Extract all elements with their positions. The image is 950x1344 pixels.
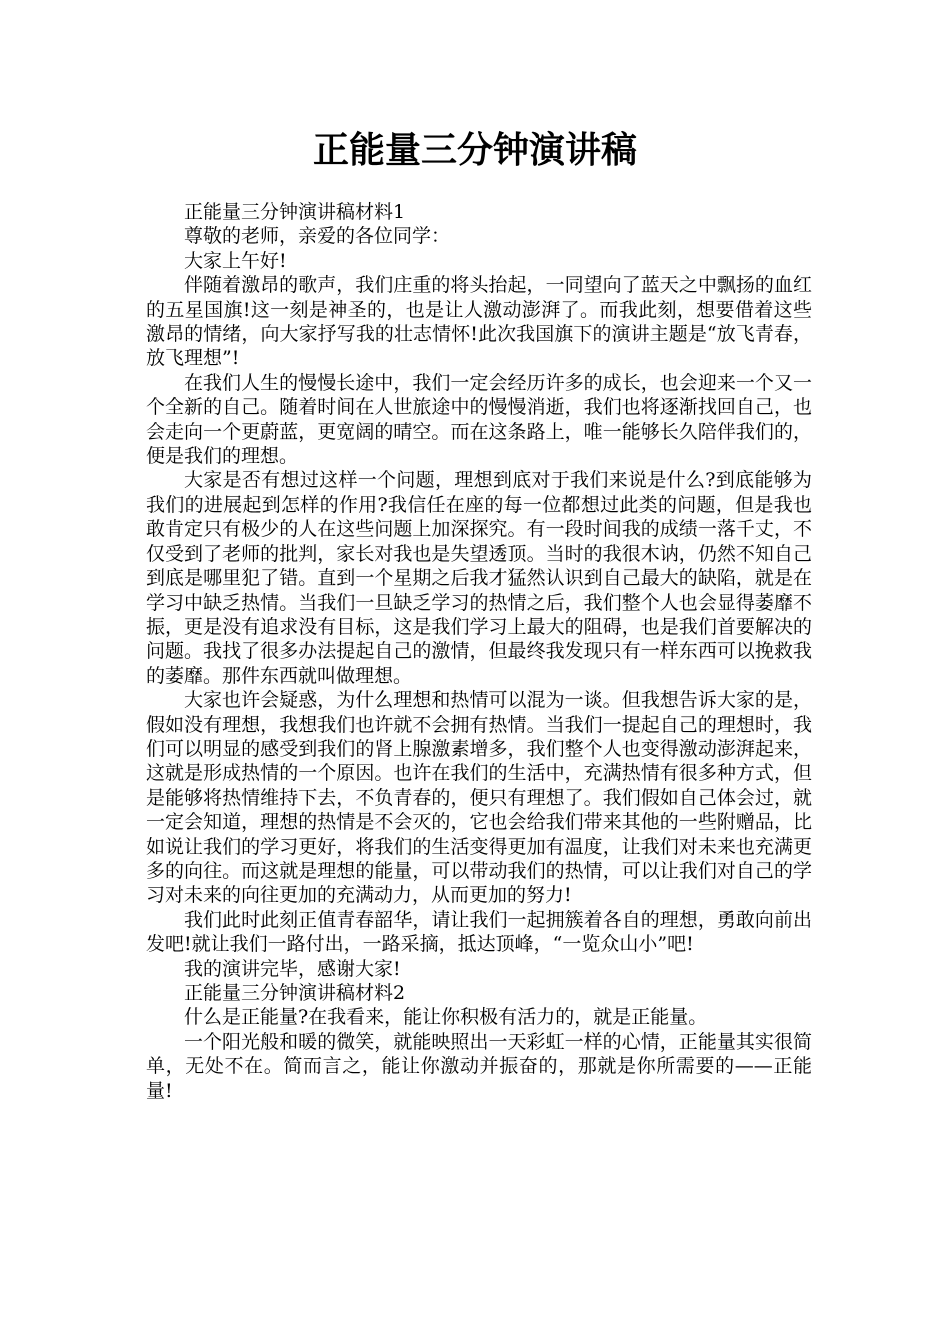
section-heading-1: 正能量三分钟演讲稿材料1	[184, 201, 406, 223]
document-title: 正能量三分钟演讲稿	[312, 130, 637, 171]
body-paragraph: 在我们人生的慢慢长途中，我们一定会经历许多的成长，也会迎来一个又一个全新的自己。随着时间在人世旅途中的慢慢消逝，我们也将逐渐找回自己，也会走向一个更蔚蓝，更宽阔的晴空。而在这条路上，唯一能够长久陪伴我们的，便是我们的理想。	[146, 371, 812, 468]
salutation: 尊敬的老师，亲爱的各位同学：	[184, 225, 451, 248]
body-paragraph: 大家是否有想过这样一个问题，理想到底对于我们来说是什么?到底能够为我们的进展起到怎样的作用?我信任在座的每一位都想过此类的问题，但是我也敢肯定只有极少的人在这些问题上加深探究。有一段时间我的成绩一落千丈，不仅受到了老师的批判，家长对我也是失望透顶。当时的我很木讷，仍然不知自己到底是哪里犯了错。直到一个星期之后我才猛然认识到自己最大的缺陷，就是在学习中缺乏热情。当我们一旦缺乏学习的热情之后，我们整个人也会显得萎靡不振，更是没有追求没有目标，这是我们学习上最大的阻碍，也是我们首要解决的问题。我找了很多办法提起自己的激情，但最终我发现只有一样东西可以挽救我的萎靡。那件东西就叫做理想。	[146, 469, 812, 687]
document-body	[146, 200, 812, 1103]
body-paragraph: 什么是正能量?在我看来，能让你积极有活力的，就是正能量。	[184, 1006, 708, 1029]
closing-line: 我的演讲完毕，感谢大家!	[184, 957, 401, 980]
body-paragraph: 我们此时此刻正值青春韶华，请让我们一起拥簇着各自的理想，勇敢向前出发吧!就让我们一路付出，一路采摘，抵达顶峰，“一览众山小”吧!	[146, 908, 812, 956]
body-paragraph: 一个阳光般和暖的微笑，就能映照出一天彩虹一样的心情，正能量其实很简单，无处不在。简而言之，能让你激动并振奋的，那就是你所需要的——正能量!	[146, 1030, 812, 1102]
greeting: 大家上午好!	[184, 249, 287, 272]
section-heading-2: 正能量三分钟演讲稿材料2	[184, 982, 406, 1004]
body-paragraph: 伴随着激昂的歌声，我们庄重的将头抬起，一同望向了蓝天之中飘扬的血红的五星国旗!这一刻是神圣的，也是让人激动澎湃了。而我此刻，想要借着这些激昂的情绪，向大家抒写我的壮志情怀!此次我国旗下的演讲主题是“放飞青春，放飞理想”!	[146, 274, 812, 370]
body-paragraph: 大家也许会疑惑，为什么理想和热情可以混为一谈。但我想告诉大家的是，假如没有理想，我想我们也许就不会拥有热情。当我们一提起自己的理想时，我们可以明显的感受到我们的肾上腺激素增多，我们整个人也变得激动澎湃起来，这就是形成热情的一个原因。也许在我们的生活中，充满热情有很多种方式，但是能够将热情维持下去，不负青春的，便只有理想了。我们假如自己体会过，就一定会知道，理想的热情是不会灭的，它也会给我们带来其他的一些附赠品，比如说让我们的学习更好，将我们的生活变得更加有温度，让我们对未来也充满更多的向往。而这就是理想的能量，可以带动我们的热情，可以让我们对自己的学习对未来的向往更加的充满动力，从而更加的努力!	[146, 689, 812, 907]
